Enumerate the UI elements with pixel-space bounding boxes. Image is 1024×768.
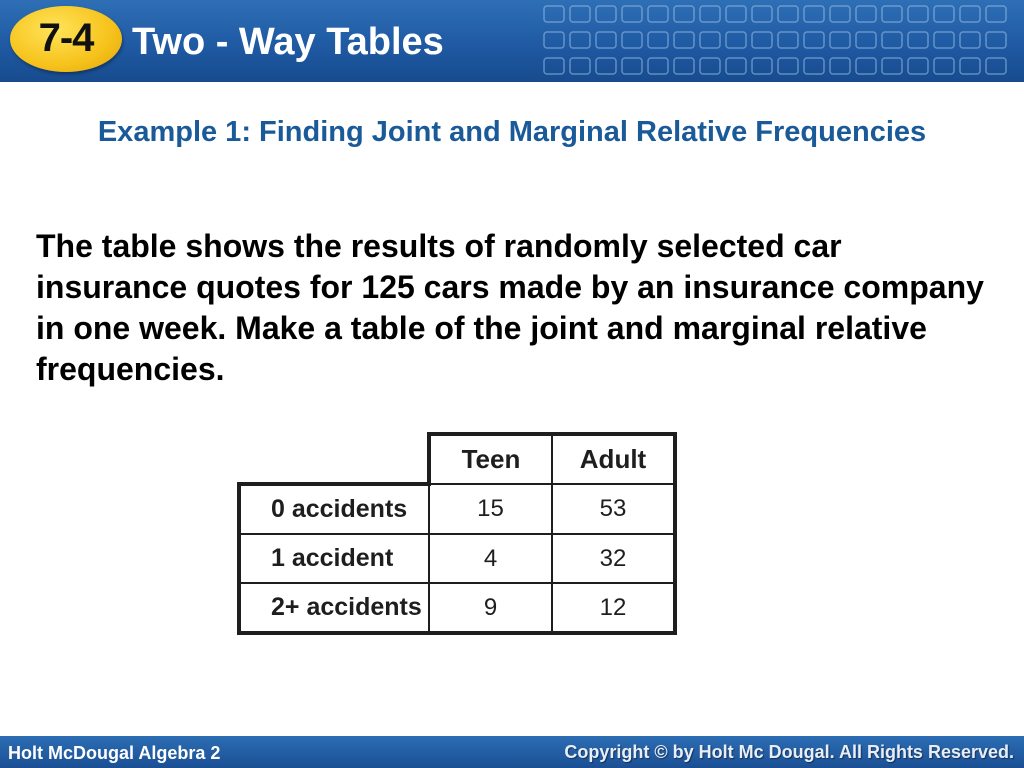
problem-text: The table shows the results of randomly selected car insurance quotes for 125 cars made by an insurance company in one week. Make a table of the joint and marginal relative frequencies.: [36, 228, 984, 387]
row-label-2plus-accidents: 2+ accidents: [239, 583, 429, 633]
table-row: [239, 534, 675, 583]
cell-teen-2plus-accidents: 9: [429, 583, 552, 633]
column-header-teen: Teen: [429, 434, 552, 484]
cell-adult-1-accident: 32: [552, 534, 675, 583]
table-header-row: [239, 434, 675, 484]
lesson-title: Two - Way Tables: [132, 21, 444, 63]
lesson-number: 7-4: [38, 16, 94, 60]
cell-adult-2plus-accidents: 12: [552, 583, 675, 633]
table-row: [239, 484, 675, 534]
column-header-adult: Adult: [552, 434, 675, 484]
publisher-label: Holt McDougal Algebra 2: [8, 743, 221, 763]
cell-teen-0-accidents: 15: [429, 484, 552, 534]
table-corner-cell: [239, 434, 429, 484]
two-way-table: [237, 432, 677, 635]
table-row: [239, 583, 675, 633]
header-banner: [0, 0, 1024, 82]
row-label-0-accidents: 0 accidents: [239, 484, 429, 534]
cell-teen-1-accident: 4: [429, 534, 552, 583]
footer-bar: [0, 736, 1024, 768]
row-label-1-accident: 1 accident: [239, 534, 429, 583]
copyright-notice: Copyright © by Holt Mc Dougal. All Rights Reserved.: [564, 742, 1014, 762]
cell-adult-0-accidents: 53: [552, 484, 675, 534]
grid-pattern: [540, 0, 1024, 82]
lesson-badge: [10, 6, 122, 72]
example-title: Example 1: Finding Joint and Marginal Relative Frequencies: [97, 116, 927, 148]
